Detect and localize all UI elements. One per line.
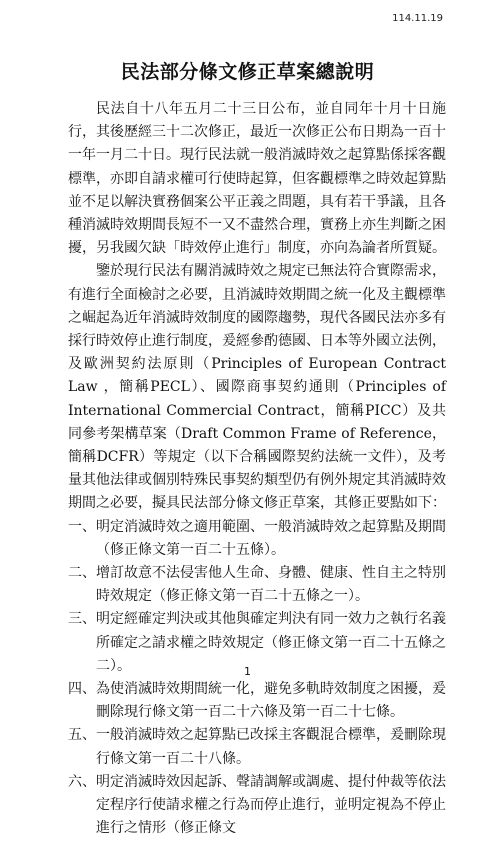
item-text: 明定消滅時效因起訴、聲請調解或調處、提付仲裁等依法定程序行使請求權之行為而停止進行，並明定視為不停止進行之情形（修正條文 bbox=[96, 773, 446, 837]
amendment-point bbox=[68, 678, 446, 724]
amendment-point bbox=[68, 771, 446, 841]
item-text: 明定消滅時效之適用範圍、一般消滅時效之起算點及期間（修正條文第一百二十五條）。 bbox=[96, 518, 446, 558]
item-text: 明定經確定判決或其他與確定判決有同一效力之執行名義所確定之請求權之時效規定（修正條文第一百二十五條之二）。 bbox=[96, 611, 446, 674]
item-text: 增訂故意不法侵害他人生命、身體、健康、性自主之特別時效規定（修正條文第一百二十五條之一）。 bbox=[96, 565, 446, 605]
amendment-point bbox=[68, 516, 446, 562]
amendment-point bbox=[68, 724, 446, 770]
intro-paragraph: 民法自十八年五月二十三日公布，並自同年十月十日施行，其後歷經三十二次修正，最近一次修正公布日期為一百十一年一月二十日。現行民法就一般消滅時效之起算點係採客觀標準，亦即自請求權可行使時起算，但客觀標準之時效起算點並不足以解決實務個案公平正義之問題，具有若干爭議，且各種消滅時效期間長短不一又不盡然合理，實務上亦生判斷之困擾，另我國欠缺「時效停止進行」制度，亦向為論者所質疑。 bbox=[68, 101, 446, 257]
document-title: 民法部分條文修正草案總說明 bbox=[120, 61, 375, 83]
item-text: 一般消滅時效之起算點已改採主客觀混合標準，爰刪除現行條文第一百二十八條。 bbox=[96, 727, 446, 767]
item-marker: 三、 bbox=[68, 611, 96, 628]
item-marker: 一、 bbox=[68, 518, 96, 535]
amendment-point bbox=[68, 562, 446, 608]
item-marker: 五、 bbox=[68, 727, 96, 744]
item-text: 為使消滅時效期間統一化，避免多軌時效制度之困擾，爰刪除現行條文第一百二十六條及第一百二十七條。 bbox=[96, 681, 446, 721]
document-body bbox=[68, 98, 446, 841]
item-marker: 六、 bbox=[68, 773, 96, 790]
page-number: 1 bbox=[244, 665, 251, 678]
rationale-paragraph: 鑒於現行民法有關消滅時效之規定已無法符合實際需求，有進行全面檢討之必要，且消滅時效期間之統一化及主觀標準之崛起為近年消滅時效制度的國際趨勢，現代各國民法亦多有採行時效停止進行制度，爰經參酌德國、日本等外國立法例，及歐洲契約法原則（Principles of European Contract Law ，簡稱PECL）、國際商事契約通則（Principles of International Commercial Contract，簡稱PICC）及共同參考架構草案（Draft Common Frame of Reference，簡稱DCFR）等規定（以下合稱國際契約法統一文件），及考量其他法律或個別特殊民事契約類型仍有例外規定其消滅時效期間之必要，擬具民法部分條文修正草案，其修正要點如下： bbox=[68, 263, 446, 512]
item-marker: 二、 bbox=[68, 565, 96, 582]
document-date: 114.11.19 bbox=[392, 13, 443, 24]
item-marker: 四、 bbox=[68, 681, 96, 698]
